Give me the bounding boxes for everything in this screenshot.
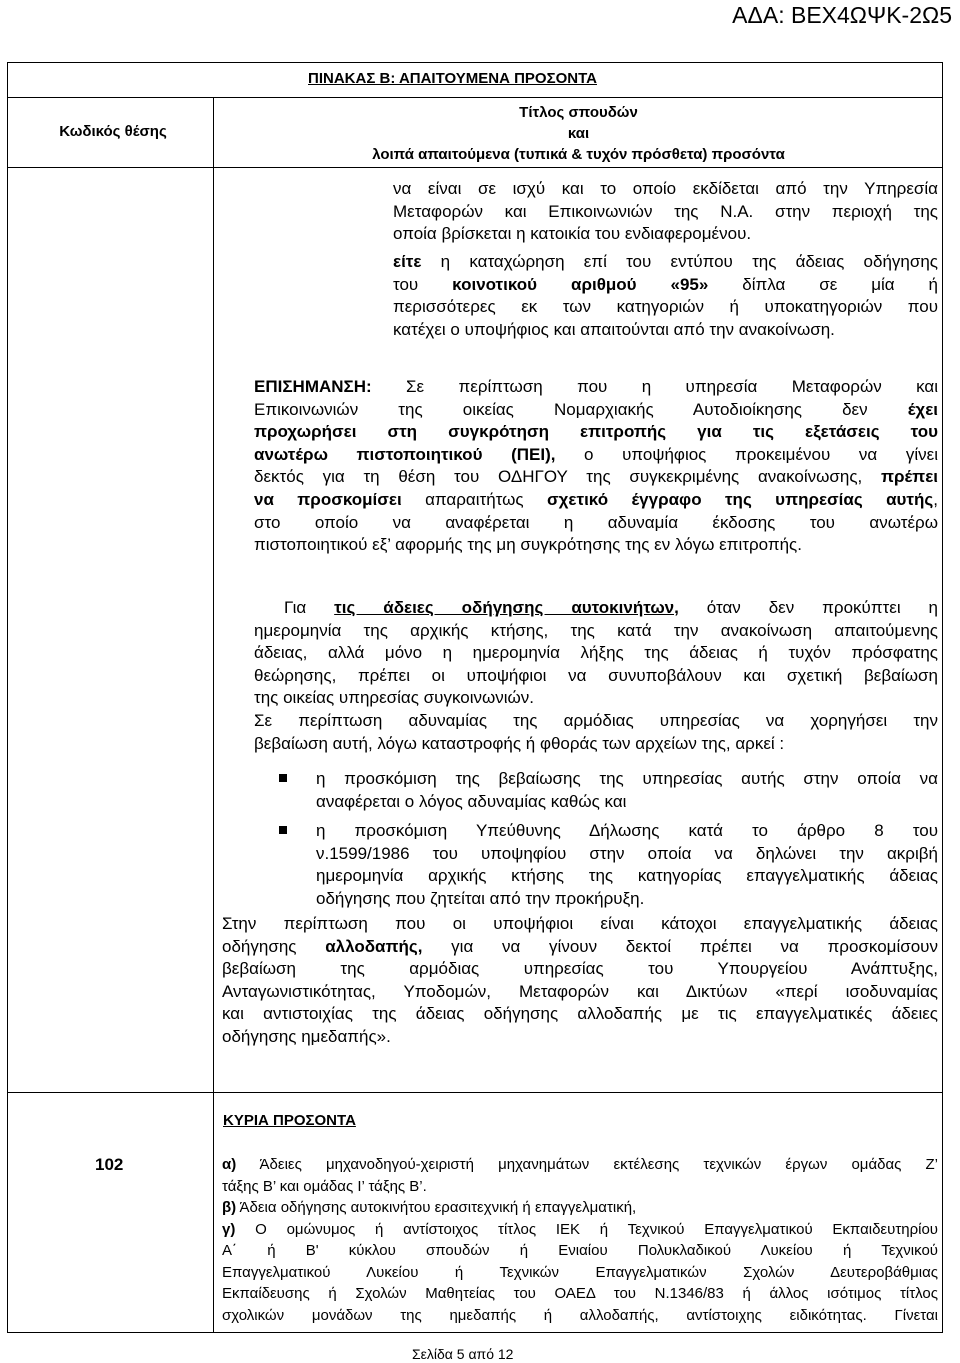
bullet-square-icon (279, 826, 287, 834)
list-item: η προσκόμιση της βεβαίωσης της υπηρεσίας αυτής στην οποία να αναφέρεται ο λόγος αδυναμίας καθώς και (316, 769, 938, 811)
column-header-title: Τίτλος σπουδών και λοιπά απαιτούμενα (τυπικά & τυχόν πρόσθετα) προσόντα (372, 104, 785, 163)
bullet-square-icon (279, 774, 287, 782)
page-number: Σελίδα 5 από 12 (412, 1346, 514, 1362)
paragraph-code-95: είτε η καταχώρηση επί του εντύπου της άδειας οδήγησης του κοινοτικού αριθμού «95» δίπλα σε μία ή περισσότερες εκ των κατηγοριών ή υποκατηγοριών που κατέχει ο υποψήφιος και απαιτούνται από την ανακοίνωση. (393, 252, 939, 339)
position-code: 102 (95, 1155, 124, 1174)
table-divider (7, 1092, 943, 1093)
column-divider (213, 97, 214, 1333)
column-header-code: Κωδικός θέσης (59, 123, 167, 140)
ada-code: ΑΔΑ: ΒΕΧ4ΩΨΚ-2Ω5 (732, 2, 952, 28)
main-qualifications-heading: ΚΥΡΙΑ ΠΡΟΣΟΝΤΑ (223, 1112, 356, 1129)
licenses-paragraph: Για τις άδειες οδήγησης αυτοκινήτων, όταν δεν προκύπτει η ημερομηνία της αρχικής κτήσης, της κατά την ανακοίνωση απαιτούμενης άδειας, αλλά μόνο η ημερομηνία λήξης της άδειας ή τυχόν πρόσφατης θεώρησης, πρέπει οι υποψήφιοι να συνυποβάλουν και σχετική βεβαίωση της οικείας υπηρεσίας συγκοινωνιών. Σε περίπτωση αδυναμίας της αρμόδιας υπηρεσίας να χορηγήσει την βεβαίωση αυτή, λόγω καταστροφής ή φθοράς των αρχείων της, αρκεί : (254, 598, 939, 753)
foreign-license-paragraph: Στην περίπτωση που οι υποψήφιοι είναι κάτοχοι επαγγελματικής άδειας οδήγησης αλλοδαπής, για να γίνουν δεκτοί πρέπει να προσκομίσουν βεβαίωση της αρμόδιας υπηρεσίας του Υπουργείου Ανάπτυξης, Ανταγωνιστικότητας, Υποδομών, Μεταφορών και Δικτύων «περί ισοδυναμίας και αντιστοιχίας της άδειας οδήγησης αλλοδαπής με τις επαγγελματικές άδειες οδήγησης ημεδαπής». (222, 914, 938, 1046)
paragraph-card-validity: να είναι σε ισχύ και το οποίο εκδίδεται από την Υπηρεσία Μεταφορών και Επικοινωνιών της Ν.Α. στην περιοχή της οποία βρίσκεται η κατοικία του ενδιαφερομένου. (393, 179, 938, 244)
notice-paragraph: ΕΠΙΣΗΜΑΝΣΗ: Σε περίπτωση που η υπηρεσία Μεταφορών και Επικοινωνιών της οικείας Νομαρχιακής Αυτοδιοίκησης δεν έχει προχωρήσει στη συγκρότηση επιτροπής για τις εξετάσεις του ανωτέρω πιστοποιητικού (ΠΕΙ), ο υποψήφιος προκειμένου να γίνει δεκτός για τη θέση του ΟΔΗΓΟΥ της συγκεκριμένης ανακοίνωσης, πρέπει να προσκομίσει απαραιτήτως σχετικό έγγραφο της υπηρεσίας αυτής, στο οποίο να αναφέρεται η αδυναμία έκδοσης του ανωτέρω πιστοποιητικού εξ’ αφορμής της μη συγκρότησης της εν λόγω επιτροπής. (254, 377, 938, 555)
qualifications-list: α) Άδειες μηχανοδηγού-χειριστή μηχανημάτων εκτέλεσης τεχνικών έργων ομάδας Ζ’ τάξης Β’ και ομάδας Ι’ τάξης Β’. β) Άδεια οδήγησης αυτοκινήτου ερασιτεχνική ή επαγγελματική, γ) Ο ομώνυμος ή αντίστοιχος τίτλος ΙΕΚ ή Τεχνικού Επαγγελματικού Εκπαιδευτηρίου Α΄ ή Β' κύκλου σπουδών ή Ενιαίου Πολυκλαδικού Λυκείου ή Τεχνικού Επαγγελματικού Λυκείου ή Τεχνικών Επαγγελματικών Σχολών Δευτεροβάθμιας Εκπαίδευσης ή Σχολών Μαθητείας του ΟΑΕΔ του Ν.1346/83 ή άλλος ισότιμος τίτλος σχολικών μονάδων της ημεδαπής ή αλλοδαπής, αντίστοιχης ειδικότητας. Γίνεται (222, 1156, 938, 1324)
list-item: η προσκόμιση Υπεύθυνης Δήλωσης κατά το άρθρο 8 του ν.1599/1986 του υποψηφίου στην οποία να δηλώνει την ακριβή ημερομηνία αρχικής κτήσης της κατηγορίας επαγγελματικής άδειας οδήγησης που ζητείται από την προκήρυξη. (316, 821, 938, 908)
table-title: ΠΙΝΑΚΑΣ Β: ΑΠΑΙΤΟΥΜΕΝΑ ΠΡΟΣΟΝΤΑ (308, 70, 597, 87)
table-divider (7, 97, 943, 98)
table-divider (7, 167, 943, 168)
